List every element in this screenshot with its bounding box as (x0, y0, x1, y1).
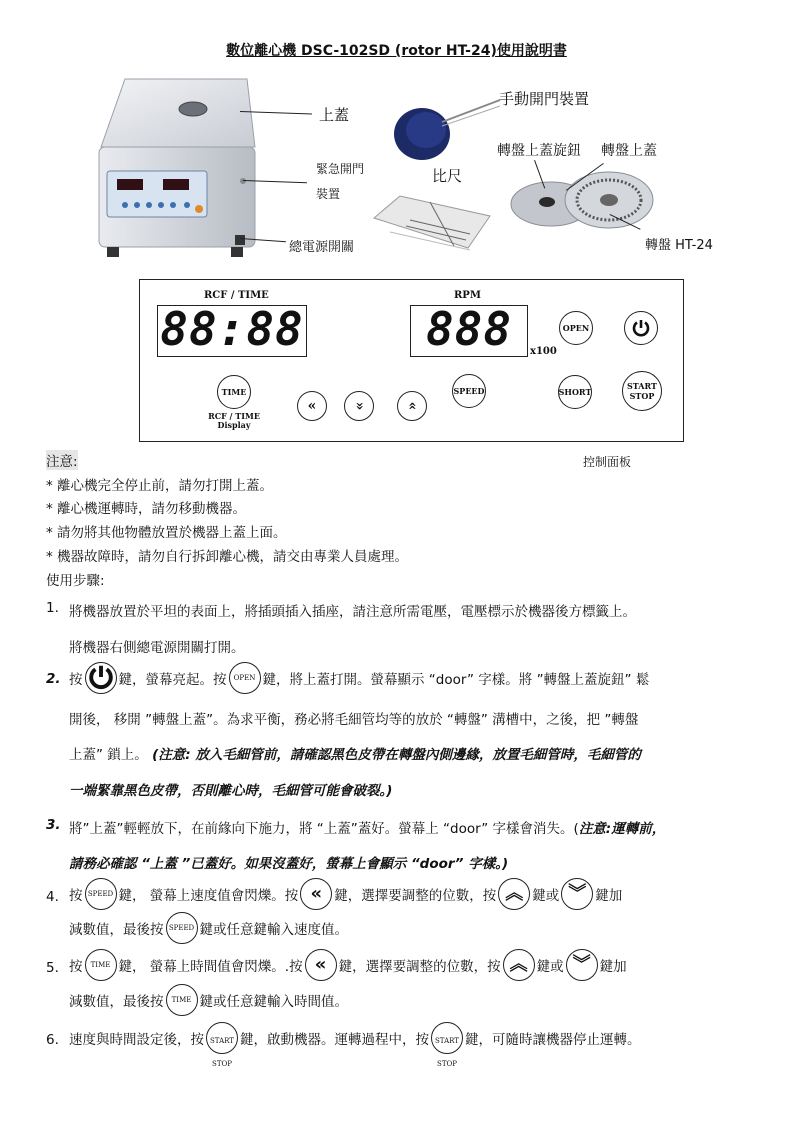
control-panel (139, 279, 684, 442)
rpm-label: RPM (454, 290, 481, 301)
step-5-line1: 按 TIME 鍵， 螢幕上時間值會閃爍。.按 « 鍵，選擇要調整的位數，按 ︽ 鍵或 ︾ 鍵加 (69, 951, 627, 983)
power-icon (631, 318, 651, 338)
label-lid: 上蓋 (319, 106, 350, 124)
step-3-line2: 請務必確認 “上蓋 ”已蓋好。如果沒蓋好，螢幕上會顯示 “door” 字樣。) (69, 856, 509, 872)
inline-left-arrow-icon: « (305, 949, 337, 981)
panel-caption: 控制面板 (583, 455, 632, 469)
step-4-line1: 按 SPEED 鍵， 螢幕上速度值會閃爍。按 « 鍵，選擇要調整的位數，按 ︽ 鍵或 ︾ 鍵加 (69, 880, 622, 912)
inline-left-arrow-icon: « (300, 878, 332, 910)
step-number: 5. (46, 960, 59, 976)
inline-time-icon: TIME (166, 984, 198, 1016)
inline-down-arrow-icon: ︾ (566, 949, 598, 981)
centrifuge-illustration (95, 75, 265, 265)
inline-start-stop-icon: START STOP (431, 1022, 463, 1054)
rotor-image (505, 160, 655, 240)
step-1-line2: 將機器右側總電源開關打開。 (69, 640, 245, 656)
label-rotor-knob: 轉盤上蓋旋鈕 (497, 143, 581, 159)
down-arrow-button[interactable] (344, 391, 374, 421)
step-1-line1: 將機器放置於平坦的表面上，將插頭插入插座，請注意所需電壓，電壓標示於機器後方標籤上。 (69, 604, 636, 620)
double-down-icon: » (351, 401, 367, 411)
double-up-icon: » (404, 401, 420, 411)
inline-time-icon: TIME (85, 949, 117, 981)
inline-open-icon: OPEN (229, 662, 261, 694)
step-4-line2: 減數值，最後按 SPEED 鍵或任意鍵輸入速度值。 (69, 914, 348, 946)
left-arrow-button[interactable] (297, 391, 327, 421)
inline-start-stop-icon: START STOP (206, 1022, 238, 1054)
step-2-line1: 按 鍵，螢幕亮起。按 OPEN 鍵，將上蓋打開。螢幕顯示 “door” 字樣。將 ”轉盤上蓋旋鈕” 鬆 (69, 664, 649, 696)
speed-button[interactable]: SPEED (452, 374, 486, 408)
step-number: 3. (46, 817, 61, 833)
inline-down-arrow-icon: ︾ (561, 878, 593, 910)
step-6-line1: 速度與時間設定後，按 START STOP 鍵，啟動機器。運轉過程中，按 START STOP 鍵，可隨時讓機器停止運轉。 (69, 1024, 641, 1056)
note-item: * 離心機運轉時，請勿移動機器。 (46, 501, 247, 517)
step-number: 2. (46, 671, 61, 687)
label-rotor-lid: 轉盤上蓋 (601, 143, 657, 159)
step-2-line3: 上蓋” 鎖上。 (注意: 放入毛細管前，請確認黑色皮帶在轉盤內側邊緣，放置毛細管時，毛細管的 (69, 747, 641, 763)
manual-door-knob-image (392, 98, 502, 166)
inline-power-icon (85, 662, 117, 694)
step-number: 1. (46, 600, 59, 616)
label-ruler: 比尺 (432, 167, 463, 185)
label-emergency-door-2: 裝置 (316, 187, 341, 201)
rpm-display: 888 (410, 305, 528, 357)
step-number: 6. (46, 1032, 59, 1048)
step-3-line1: 將”上蓋”輕輕放下，在前緣向下施力，將 “上蓋”蓋好。螢幕上 “door” 字樣會消失。(注意:運轉前， (69, 821, 666, 837)
label-main-power: 總電源開關 (289, 240, 355, 255)
step-5-line2: 減數值，最後按 TIME 鍵或任意鍵輸入時間值。 (69, 986, 348, 1018)
start-stop-button[interactable]: START STOP (622, 371, 662, 411)
step-2-line2: 開後， 移開 ”轉盤上蓋”。為求平衡，務必將毛細管均等的放於 “轉盤” 溝槽中，之後，把 ”轉盤 (69, 712, 639, 728)
label-manual-door: 手動開門裝置 (499, 90, 590, 108)
time-button[interactable]: TIME (217, 375, 251, 409)
steps-heading: 使用步驟: (46, 573, 105, 589)
step-number: 4. (46, 889, 59, 905)
inline-speed-icon: SPEED (85, 878, 117, 910)
notes-heading: 注意: (46, 450, 78, 470)
step-2-line4: 一端緊靠黑色皮帶，否則離心時，毛細管可能會破裂。) (69, 783, 393, 799)
ruler-image (370, 188, 495, 260)
time-display: 88:88 (157, 305, 307, 357)
rcf-display-caption: RCF / TIME Display (208, 411, 260, 430)
label-rotor: 轉盤 HT-24 (645, 238, 713, 253)
inline-up-arrow-icon: ︽ (503, 949, 535, 981)
power-button[interactable] (624, 311, 658, 345)
document-title: 數位離心機 DSC-102SD (rotor HT-24)使用說明書 (226, 43, 567, 59)
note-item: * 離心機完全停止前，請勿打開上蓋。 (46, 478, 274, 494)
note-item: * 機器故障時，請勿自行拆卸離心機，請交由專業人員處理。 (46, 549, 409, 565)
inline-up-arrow-icon: ︽ (498, 878, 530, 910)
double-left-icon: « (307, 398, 317, 414)
short-button[interactable]: SHORT (558, 375, 592, 409)
inline-speed-icon: SPEED (166, 912, 198, 944)
label-emergency-door-1: 緊急開門 (316, 162, 365, 176)
note-item: * 請勿將其他物體放置於機器上蓋上面。 (46, 525, 287, 541)
rcf-time-label: RCF / TIME (204, 290, 269, 301)
up-arrow-button[interactable] (397, 391, 427, 421)
open-button[interactable]: OPEN (559, 311, 593, 345)
x100-label: x100 (530, 346, 557, 357)
